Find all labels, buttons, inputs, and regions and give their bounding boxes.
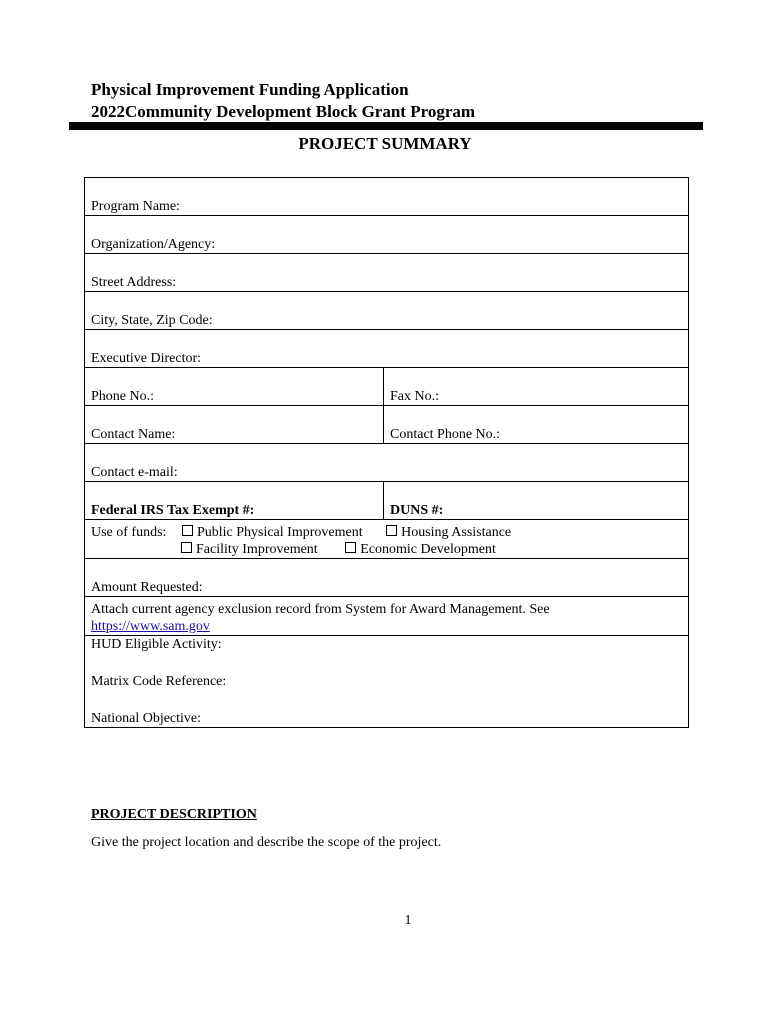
sam-instruction: Attach current agency exclusion record from System for Award Management. See (91, 602, 550, 617)
checkbox-housing-assistance[interactable] (386, 525, 397, 536)
fax-field[interactable]: Fax No.: (384, 368, 689, 406)
checkbox-facility-improvement[interactable] (181, 542, 192, 553)
hud-activity-block (85, 636, 689, 728)
duns-field[interactable]: DUNS #: (384, 482, 689, 520)
executive-director-field[interactable]: Executive Director: (85, 330, 689, 368)
matrix-code-label[interactable]: Matrix Code Reference: (91, 674, 227, 689)
irs-tax-exempt-field[interactable]: Federal IRS Tax Exempt #: (85, 482, 384, 520)
contact-email-field[interactable]: Contact e-mail: (85, 444, 689, 482)
option-label: Economic Development (360, 542, 496, 557)
checkbox-public-physical-improvement[interactable] (182, 525, 193, 536)
title-line-1: Physical Improvement Funding Application (91, 80, 409, 99)
phone-field[interactable]: Phone No.: (85, 368, 384, 406)
national-objective-label[interactable]: National Objective: (91, 711, 202, 726)
use-of-funds-row (85, 520, 689, 559)
hud-eligible-activity-label[interactable]: HUD Eligible Activity: (91, 637, 222, 652)
header-rule (69, 122, 703, 130)
sam-exclusion-row (85, 597, 689, 636)
checkbox-economic-development[interactable] (345, 542, 356, 553)
city-state-zip-field[interactable]: City, State, Zip Code: (85, 292, 689, 330)
page-number: 1 (404, 913, 412, 928)
option-label: Facility Improvement (196, 542, 318, 557)
amount-requested-field[interactable]: Amount Requested: (85, 559, 689, 597)
option-label: Housing Assistance (401, 525, 512, 540)
program-name-field[interactable]: Program Name: (85, 178, 689, 216)
organization-field[interactable]: Organization/Agency: (85, 216, 689, 254)
project-description-heading: PROJECT DESCRIPTION (91, 807, 257, 822)
title-line-2: 2022Community Development Block Grant Program (91, 102, 476, 121)
use-of-funds-label: Use of funds: (91, 525, 167, 540)
sam-link[interactable]: https://www.sam.gov (91, 619, 210, 634)
contact-phone-field[interactable]: Contact Phone No.: (384, 406, 689, 444)
project-summary-form (84, 177, 689, 728)
contact-name-field[interactable]: Contact Name: (85, 406, 384, 444)
section-title: PROJECT SUMMARY (298, 134, 472, 153)
option-label: Public Physical Improvement (196, 525, 363, 540)
street-address-field[interactable]: Street Address: (85, 254, 689, 292)
project-description-prompt: Give the project location and describe the scope of the project. (91, 835, 442, 850)
